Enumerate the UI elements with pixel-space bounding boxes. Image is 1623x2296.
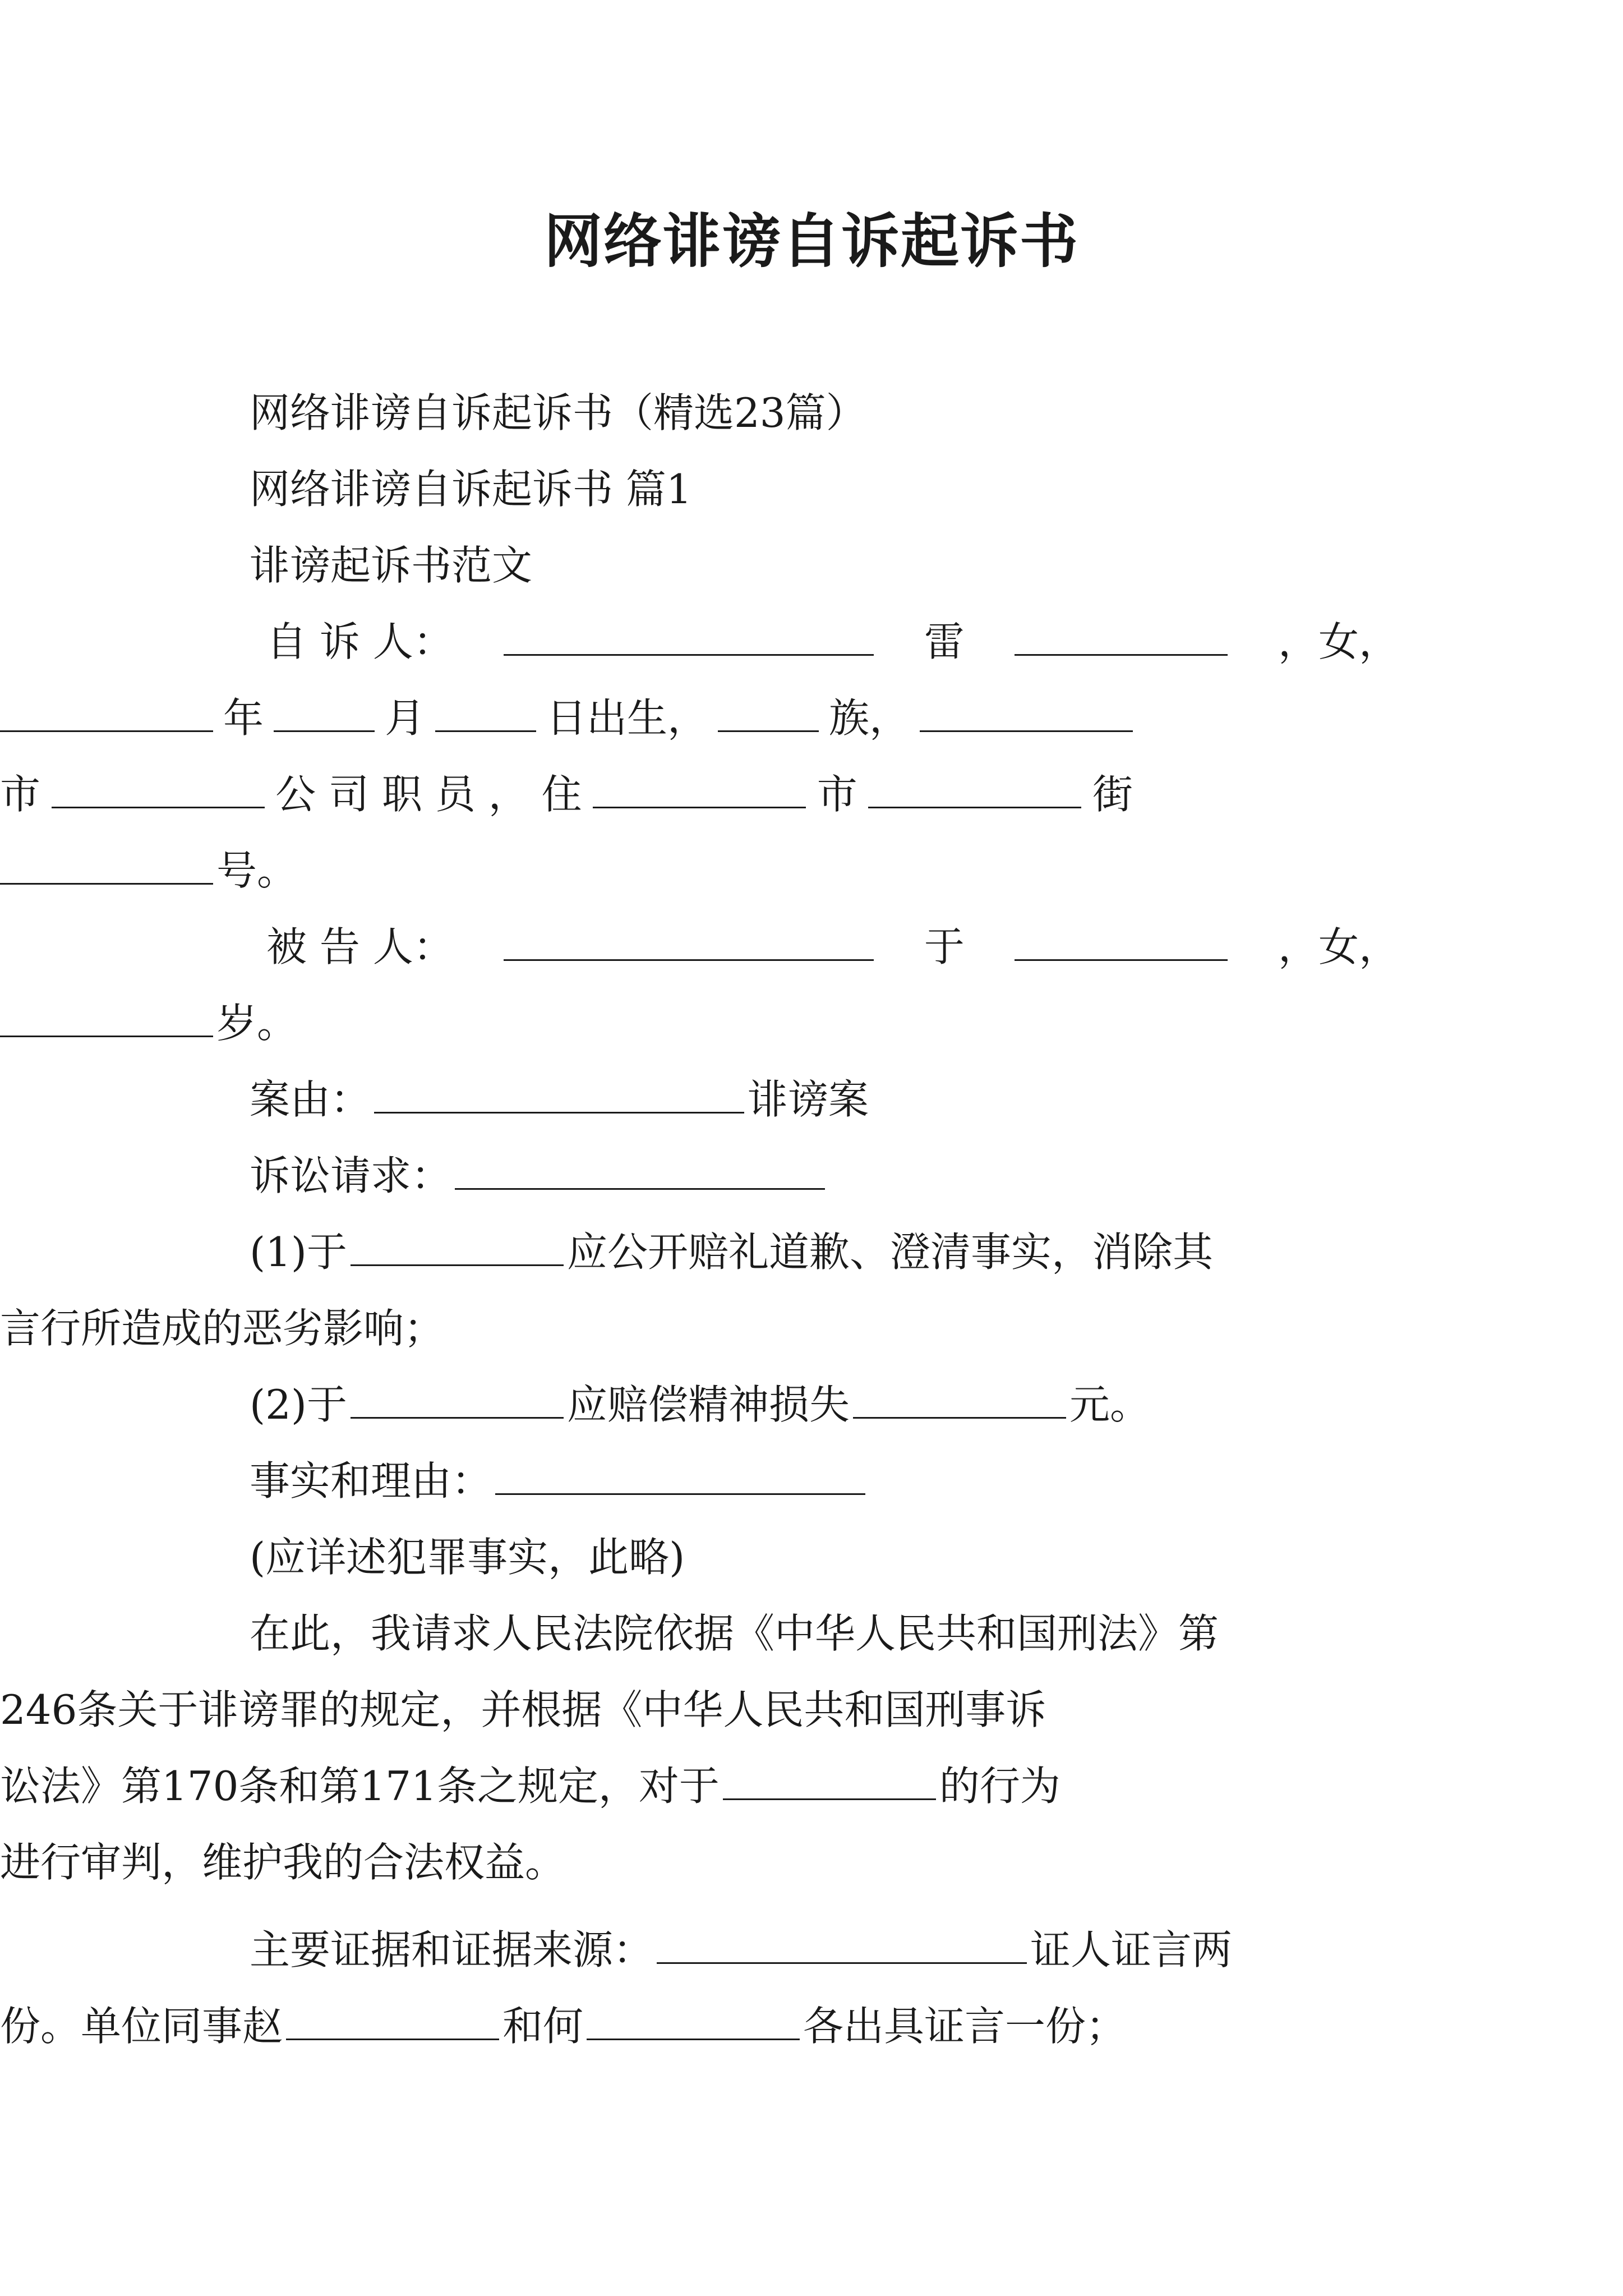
claim-1-prefix: (1)于 bbox=[250, 1228, 347, 1276]
blank-field bbox=[0, 690, 213, 732]
document-title: 网络诽谤自诉起诉书 bbox=[543, 206, 1079, 275]
blank-field bbox=[587, 1998, 800, 2040]
blank-field bbox=[495, 1453, 865, 1495]
age-line bbox=[0, 985, 1382, 1061]
address-line bbox=[0, 756, 1133, 832]
evidence-line bbox=[250, 1912, 1382, 1988]
line-sample-heading: 诽谤起诉书范文 bbox=[250, 542, 533, 589]
blank-field bbox=[868, 766, 1081, 808]
blank-field bbox=[718, 690, 819, 732]
plaintiff-surname: 雷 bbox=[924, 618, 965, 665]
blank-field bbox=[52, 766, 265, 808]
blank-field bbox=[0, 843, 213, 885]
birth-line bbox=[0, 680, 1133, 756]
number-line bbox=[0, 832, 1382, 909]
cause-label: 案由： bbox=[250, 1076, 371, 1123]
claims-line bbox=[250, 1138, 1382, 1214]
plaintiff-label: 自 诉 人： bbox=[266, 618, 454, 665]
number-text: 号。 bbox=[216, 847, 298, 894]
evidence-label: 主要证据和证据来源： bbox=[250, 1926, 654, 1973]
month-text: 月 bbox=[384, 694, 425, 742]
blank-field bbox=[593, 766, 806, 808]
ethnicity-text: 族， bbox=[828, 694, 910, 742]
plaintiff-line bbox=[0, 604, 1399, 680]
claim-1-line bbox=[250, 1214, 1382, 1290]
paragraph-1-line-2: 246条关于诽谤罪的规定，并根据《中华人民共和国刑事诉 bbox=[0, 1686, 1046, 1733]
facts-label: 事实和理由： bbox=[250, 1457, 492, 1504]
blank-field bbox=[920, 690, 1133, 732]
blank-field bbox=[286, 1998, 499, 2040]
line-collection-title: 网络诽谤自诉起诉书（精选23篇） bbox=[250, 389, 866, 436]
city-text-2: 市 bbox=[817, 771, 857, 818]
paragraph-1-line-3 bbox=[0, 1748, 1382, 1824]
blank-field bbox=[374, 1071, 744, 1114]
gender-text: ，女， bbox=[1278, 618, 1399, 665]
evidence-text-c: 和何 bbox=[502, 2003, 584, 2050]
age-text: 岁。 bbox=[216, 1000, 298, 1047]
year-text: 年 bbox=[223, 694, 264, 742]
paragraph-1-text-a: 讼法》第170条和第171条之规定，对于 bbox=[0, 1763, 720, 1810]
blank-field bbox=[274, 690, 375, 732]
claim-1-continuation: 言行所造成的恶劣影响； bbox=[0, 1305, 445, 1352]
evidence-text-b: 份。单位同事赵 bbox=[0, 2003, 283, 2050]
cause-line bbox=[250, 1061, 1382, 1138]
blank-field bbox=[1015, 614, 1228, 656]
street-text: 街 bbox=[1092, 771, 1133, 818]
cause-value: 诽谤案 bbox=[748, 1076, 869, 1123]
line-article-heading: 网络诽谤自诉起诉书 篇1 bbox=[250, 466, 692, 513]
claim-2-line bbox=[250, 1366, 1382, 1443]
blank-field bbox=[351, 1377, 564, 1419]
claim-2-text: 应赔偿精神损失 bbox=[567, 1381, 850, 1428]
company-staff-text: 公 司 职 员 ， 住 bbox=[275, 771, 582, 818]
defendant-surname: 于 bbox=[924, 923, 965, 970]
blank-field bbox=[351, 1224, 564, 1266]
day-born-text: 日出生， bbox=[546, 694, 708, 742]
paragraph-1-line-1: 在此，我请求人民法院依据《中华人民共和国刑法》第 bbox=[250, 1610, 1219, 1657]
blank-field bbox=[455, 1148, 825, 1190]
blank-field bbox=[504, 919, 874, 961]
claims-label: 诉讼请求： bbox=[250, 1152, 452, 1199]
facts-note: (应详述犯罪事实，此略) bbox=[250, 1534, 685, 1581]
blank-field bbox=[657, 1922, 1027, 1964]
defendant-label: 被 告 人： bbox=[266, 923, 454, 970]
facts-line bbox=[250, 1443, 1382, 1519]
claim-2-suffix: 元。 bbox=[1069, 1381, 1151, 1428]
blank-field bbox=[504, 614, 874, 656]
defendant-line bbox=[0, 909, 1399, 985]
evidence-text-a: 证人证言两 bbox=[1030, 1926, 1233, 1973]
document-body bbox=[0, 375, 1399, 2064]
paragraph-1-text-b: 的行为 bbox=[939, 1763, 1061, 1810]
blank-field bbox=[0, 995, 213, 1037]
gender-text-2: ，女， bbox=[1278, 923, 1399, 970]
blank-field bbox=[1015, 919, 1228, 961]
blank-field bbox=[435, 690, 536, 732]
paragraph-1-line-4: 进行审判，维护我的合法权益。 bbox=[0, 1839, 566, 1886]
evidence-text-d: 各出具证言一份； bbox=[803, 2003, 1127, 2050]
blank-field bbox=[723, 1758, 936, 1800]
blank-field bbox=[853, 1377, 1066, 1419]
evidence-line-2 bbox=[0, 1988, 1382, 2064]
claim-2-prefix: (2)于 bbox=[250, 1381, 347, 1428]
city-text: 市 bbox=[0, 771, 41, 818]
claim-1-text: 应公开赔礼道歉、澄清事实，消除其 bbox=[567, 1228, 1214, 1276]
